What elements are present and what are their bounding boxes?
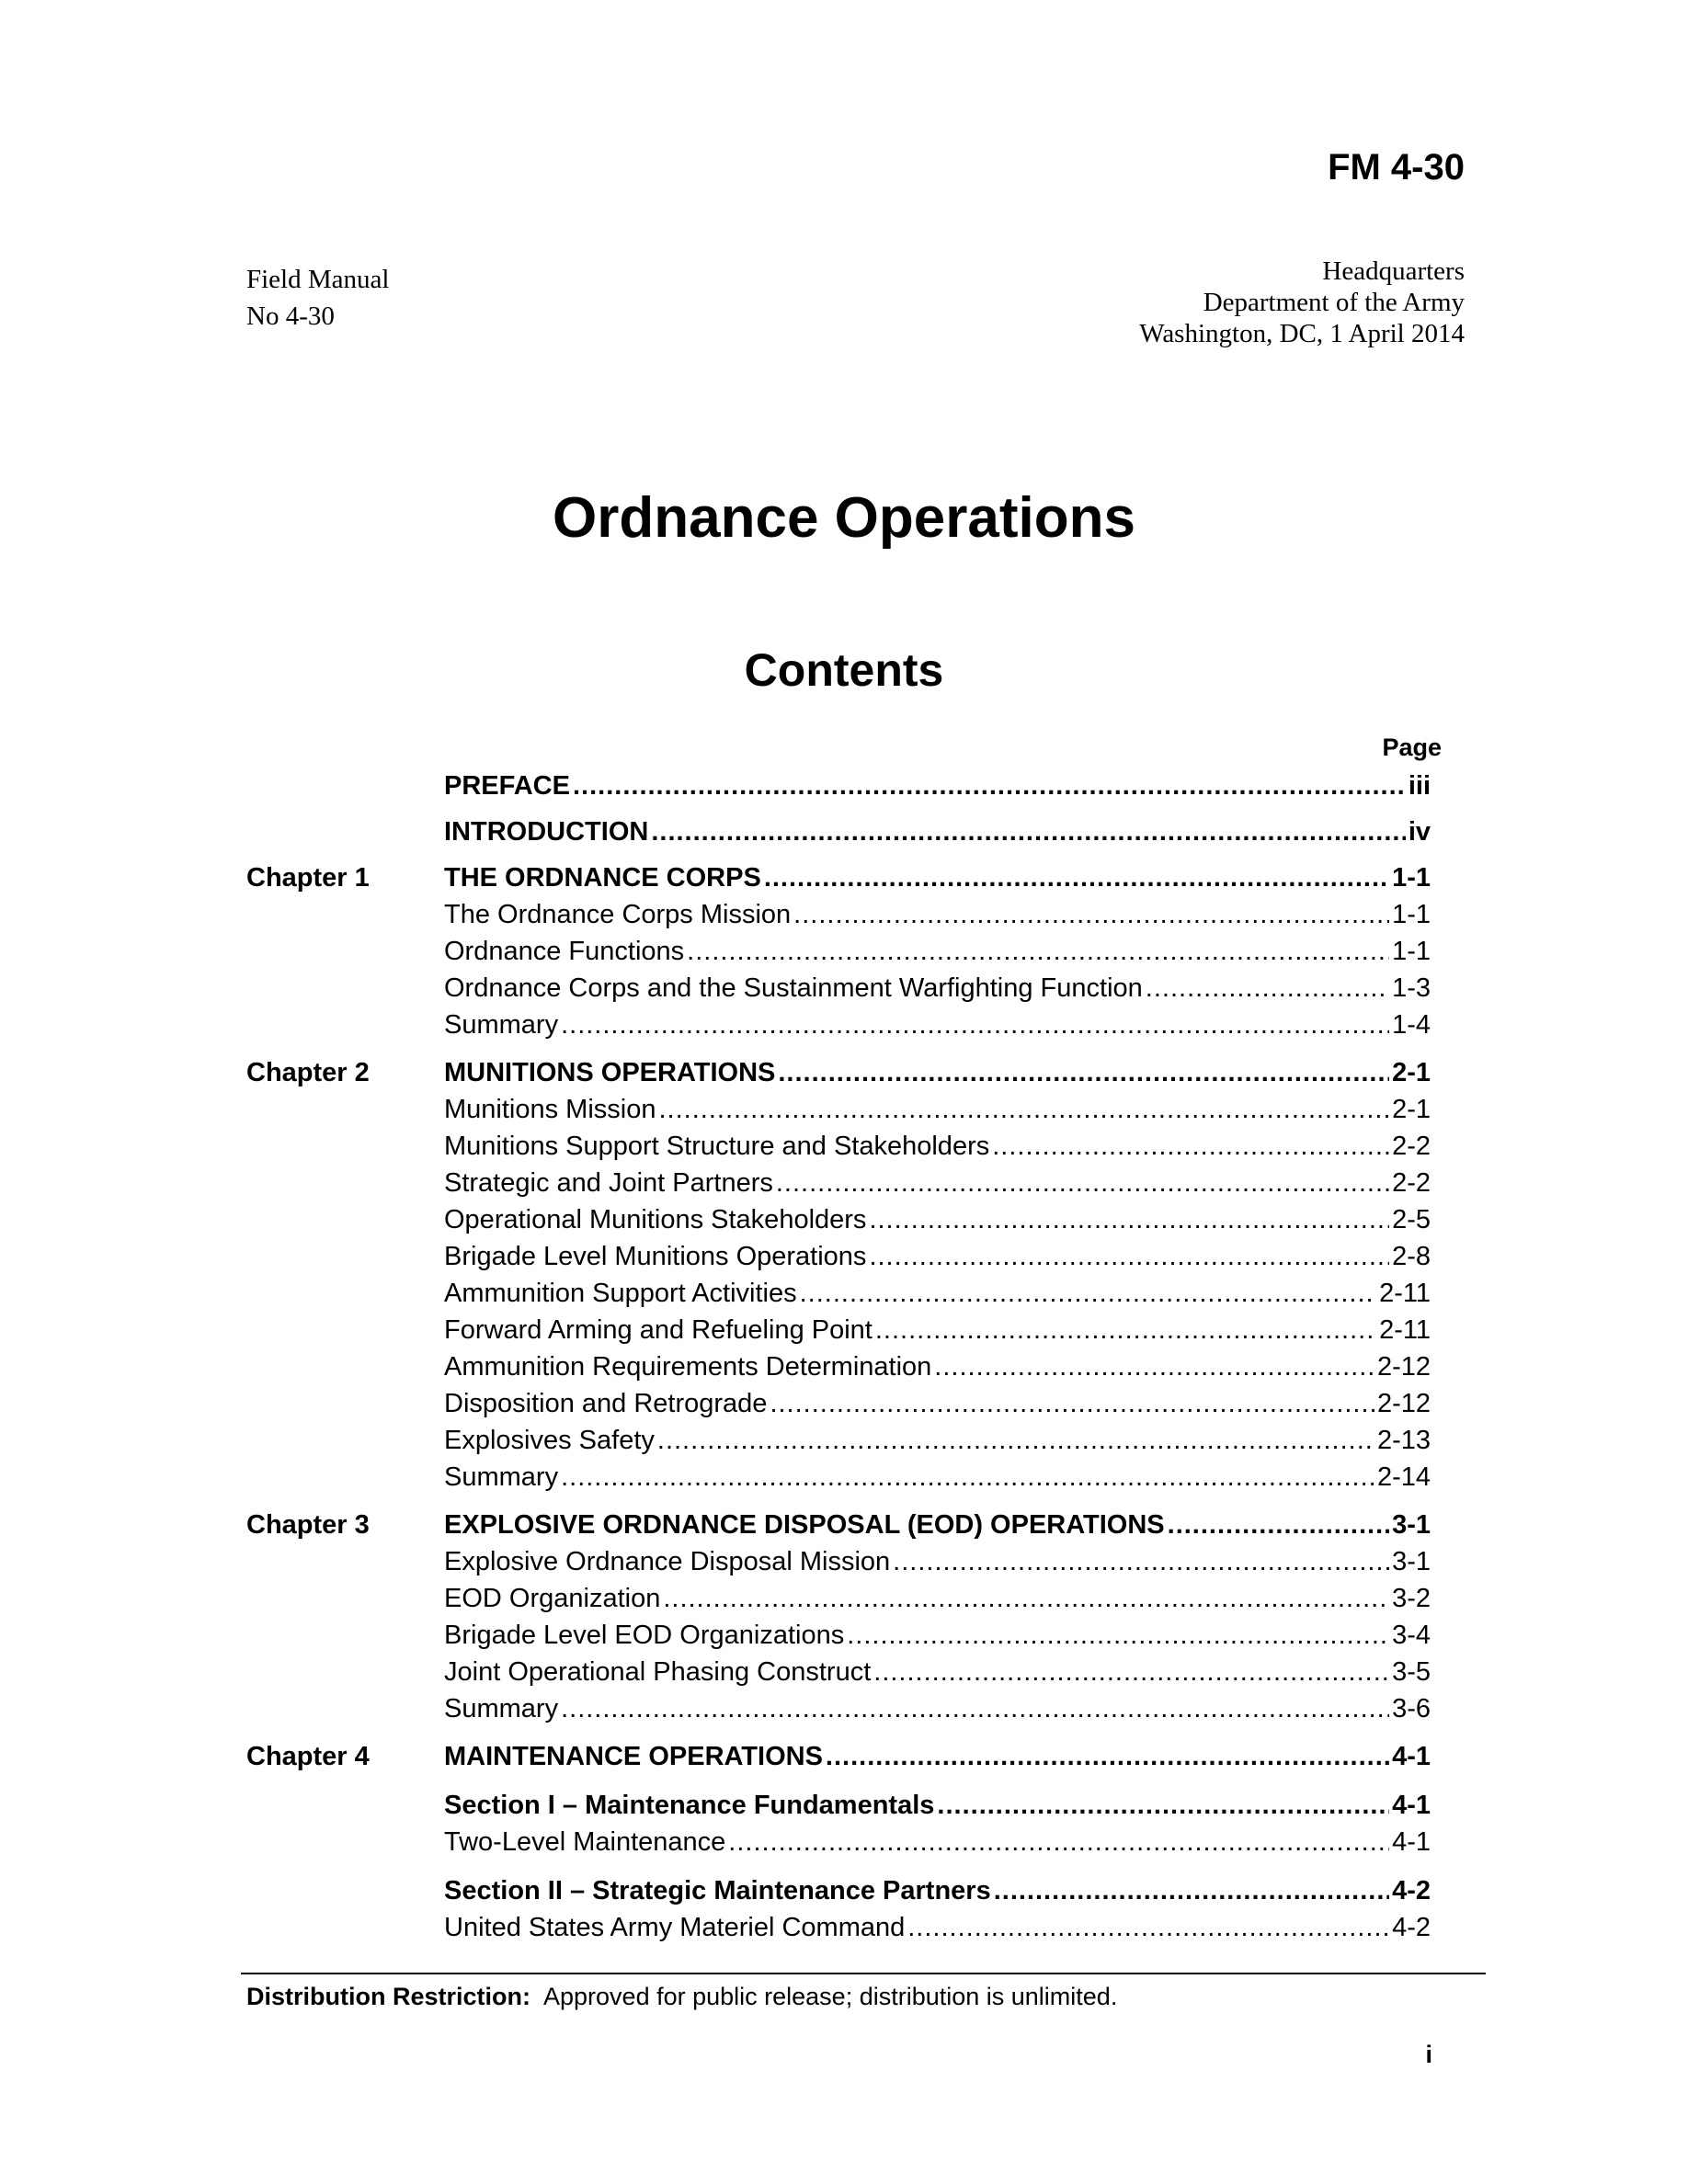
dot-leader	[793, 900, 1389, 930]
toc-row[interactable]	[246, 1425, 1431, 1462]
toc-entry-title: Ordnance Functions	[444, 937, 685, 966]
toc-entry-page: iii	[1408, 771, 1431, 801]
toc-entry-page: 2-11	[1379, 1279, 1431, 1308]
toc-entry-title: Ammunition Requirements Determination	[444, 1352, 932, 1382]
toc-row[interactable]	[246, 1863, 1431, 1912]
toc-entry-page: 1-3	[1392, 973, 1431, 1003]
dot-leader	[764, 863, 1389, 893]
toc-row[interactable]	[246, 936, 1431, 973]
toc-row[interactable]	[246, 770, 1431, 807]
toc-chapter-label: Chapter 3	[246, 1510, 370, 1540]
toc-entry-page: 2-8	[1392, 1242, 1431, 1271]
toc-entry-page: 1-1	[1392, 900, 1431, 929]
toc-entry-page: 2-2	[1392, 1132, 1431, 1161]
toc-row[interactable]	[246, 1498, 1431, 1546]
dot-leader	[847, 1621, 1389, 1651]
toc-row[interactable]	[246, 1620, 1431, 1656]
toc-entry-page: 1-1	[1392, 863, 1431, 893]
toc-entry-page: 3-1	[1392, 1510, 1431, 1540]
toc-entry-page: 3-1	[1392, 1547, 1431, 1576]
toc-entry-title: Ordnance Corps and the Sustainment Warfighting Function	[444, 973, 1143, 1003]
dot-leader	[573, 771, 1406, 802]
dot-leader	[869, 1205, 1389, 1235]
toc-entry-page: 3-5	[1392, 1657, 1431, 1687]
toc-chapter-label: Chapter 1	[246, 863, 370, 893]
toc-entry-page: 2-1	[1392, 1058, 1431, 1087]
toc-entry-title: MUNITIONS OPERATIONS	[444, 1058, 776, 1087]
toc-entry-title: Summary	[444, 1462, 559, 1492]
toc-entry-page: 2-12	[1376, 1389, 1431, 1418]
toc-row[interactable]	[246, 1462, 1431, 1498]
toc-row[interactable]	[246, 1351, 1431, 1388]
toc-entry-title: United States Army Materiel Command	[444, 1913, 906, 1942]
dot-leader	[657, 1426, 1374, 1456]
toc-entry-title: Munitions Support Structure and Stakeholders	[444, 1132, 990, 1161]
field-manual-number	[246, 261, 389, 335]
headquarters-block	[1139, 256, 1465, 349]
toc-entry-page: 1-4	[1392, 1010, 1431, 1040]
dot-leader	[1168, 1510, 1389, 1541]
dot-leader	[561, 1694, 1389, 1724]
toc-entry-page: 3-4	[1392, 1621, 1431, 1650]
toc-entry-title: PREFACE	[444, 771, 570, 801]
toc-entry-title: Brigade Level EOD Organizations	[444, 1621, 845, 1650]
toc-row[interactable]	[246, 1912, 1431, 1949]
toc-row[interactable]	[246, 973, 1431, 1009]
dot-leader	[1146, 973, 1389, 1004]
toc-row[interactable]	[246, 1241, 1431, 1278]
toc-row[interactable]	[246, 1278, 1431, 1314]
toc-entry-title: Ammunition Support Activities	[444, 1279, 797, 1308]
dot-leader	[663, 1584, 1389, 1614]
toc-row[interactable]	[246, 1314, 1431, 1351]
toc-row[interactable]	[246, 1546, 1431, 1583]
toc-row[interactable]	[246, 1009, 1431, 1046]
toc-entry-title: Summary	[444, 1010, 559, 1040]
toc-entry-title: INTRODUCTION	[444, 817, 649, 847]
dot-leader	[561, 1010, 1389, 1041]
toc-entry-title: THE ORDNANCE CORPS	[444, 863, 761, 893]
toc-entry-page: 2-14	[1376, 1462, 1431, 1492]
toc-row[interactable]	[246, 1656, 1431, 1693]
toc-row[interactable]	[246, 807, 1431, 853]
toc-entry-title: The Ordnance Corps Mission	[444, 900, 792, 929]
document-code: FM 4-30	[1328, 147, 1465, 188]
toc-entry-title: Operational Munitions Stakeholders	[444, 1205, 867, 1234]
toc-entry-page: 1-1	[1392, 937, 1431, 966]
toc-row[interactable]	[246, 1046, 1431, 1094]
toc-entry-page: 4-2	[1392, 1913, 1431, 1942]
dot-leader	[994, 1876, 1389, 1906]
dot-leader	[937, 1791, 1389, 1821]
toc-entry-title: Two-Level Maintenance	[444, 1827, 726, 1857]
toc-row[interactable]	[246, 1730, 1431, 1778]
toc-entry-page: 3-6	[1392, 1694, 1431, 1723]
dot-leader	[875, 1315, 1376, 1346]
field-manual-label: Field Manual	[246, 265, 390, 294]
document-title: Ordnance Operations	[553, 486, 1135, 550]
dot-leader	[776, 1168, 1389, 1199]
toc-entry-page: 2-11	[1379, 1315, 1431, 1345]
dot-leader	[873, 1657, 1389, 1688]
toc-entry-page: 2-13	[1376, 1426, 1431, 1455]
dot-leader	[561, 1462, 1374, 1493]
toc-entry-title: EXPLOSIVE ORDNANCE DISPOSAL (EOD) OPERATIONS	[444, 1510, 1165, 1540]
toc-entry-title: Brigade Level Munitions Operations	[444, 1242, 867, 1271]
distribution-restriction	[246, 1983, 1117, 2011]
dot-leader	[778, 1058, 1389, 1088]
toc-entry-page: 2-2	[1392, 1168, 1431, 1198]
toc-row[interactable]	[246, 1388, 1431, 1425]
page-number: i	[1425, 2041, 1432, 2068]
contents-heading: Contents	[744, 644, 944, 696]
toc-entry-title: Munitions Mission	[444, 1095, 656, 1124]
toc-entry-title: Forward Arming and Refueling Point	[444, 1315, 873, 1345]
dot-leader	[826, 1742, 1389, 1772]
hq-line-2: Department of the Army	[1203, 288, 1465, 317]
toc-row[interactable]	[246, 1094, 1431, 1131]
toc-entry-title: Strategic and Joint Partners	[444, 1168, 773, 1198]
toc-chapter-label: Chapter 4	[246, 1742, 370, 1771]
footer-divider	[241, 1973, 1486, 1974]
toc-entry-page: 4-2	[1392, 1876, 1431, 1905]
hq-line-1: Headquarters	[1322, 256, 1465, 286]
dot-leader	[934, 1352, 1374, 1382]
toc-entry-title: Joint Operational Phasing Construct	[444, 1657, 872, 1687]
dot-leader	[651, 817, 1405, 847]
dot-leader	[893, 1547, 1389, 1577]
hq-line-3: Washington, DC, 1 April 2014	[1139, 319, 1465, 348]
toc-entry-title: EOD Organization	[444, 1584, 661, 1613]
dot-leader	[800, 1279, 1376, 1309]
toc-entry-title: Explosive Ordnance Disposal Mission	[444, 1547, 891, 1576]
toc-row[interactable]	[246, 1583, 1431, 1620]
toc-entry-title: Section II – Strategic Maintenance Partners	[444, 1876, 991, 1905]
dot-leader	[658, 1095, 1389, 1125]
toc-entry-page: 3-2	[1392, 1584, 1431, 1613]
toc-entry-page: 2-12	[1376, 1352, 1431, 1382]
toc-row[interactable]	[246, 1693, 1431, 1730]
dot-leader	[687, 937, 1389, 967]
dot-leader	[907, 1913, 1389, 1943]
toc-row[interactable]	[246, 1204, 1431, 1241]
toc-entry-page: 4-1	[1392, 1742, 1431, 1771]
toc-entry-page: 2-1	[1392, 1095, 1431, 1124]
toc-entry-page: 4-1	[1392, 1827, 1431, 1857]
toc-row[interactable]	[246, 1167, 1431, 1204]
field-manual-no: No 4-30	[246, 301, 335, 331]
toc-entry-title: Explosives Safety	[444, 1426, 655, 1455]
toc-entry-page: 2-5	[1392, 1205, 1431, 1234]
distribution-label: Distribution Restriction:	[246, 1983, 530, 2010]
toc-chapter-label: Chapter 2	[246, 1058, 370, 1087]
dot-leader	[869, 1242, 1389, 1272]
toc-entry-title: MAINTENANCE OPERATIONS	[444, 1742, 823, 1771]
toc-row[interactable]	[246, 899, 1431, 936]
dot-leader	[770, 1389, 1374, 1419]
dot-leader	[992, 1132, 1389, 1162]
toc-row[interactable]	[246, 1131, 1431, 1167]
toc-row[interactable]	[246, 1778, 1431, 1826]
toc-row[interactable]	[246, 1826, 1431, 1863]
distribution-text: Approved for public release; distribution is unlimited.	[543, 1983, 1118, 2010]
dot-leader	[728, 1827, 1389, 1858]
toc-entry-page: 4-1	[1392, 1791, 1431, 1820]
table-of-contents	[246, 770, 1431, 1949]
toc-entry-title: Section I – Maintenance Fundamentals	[444, 1791, 935, 1820]
toc-row[interactable]	[246, 853, 1431, 899]
toc-entry-page: iv	[1408, 817, 1431, 847]
toc-entry-title: Summary	[444, 1694, 559, 1723]
page-column-label: Page	[1382, 734, 1442, 761]
toc-entry-title: Disposition and Retrograde	[444, 1389, 768, 1418]
